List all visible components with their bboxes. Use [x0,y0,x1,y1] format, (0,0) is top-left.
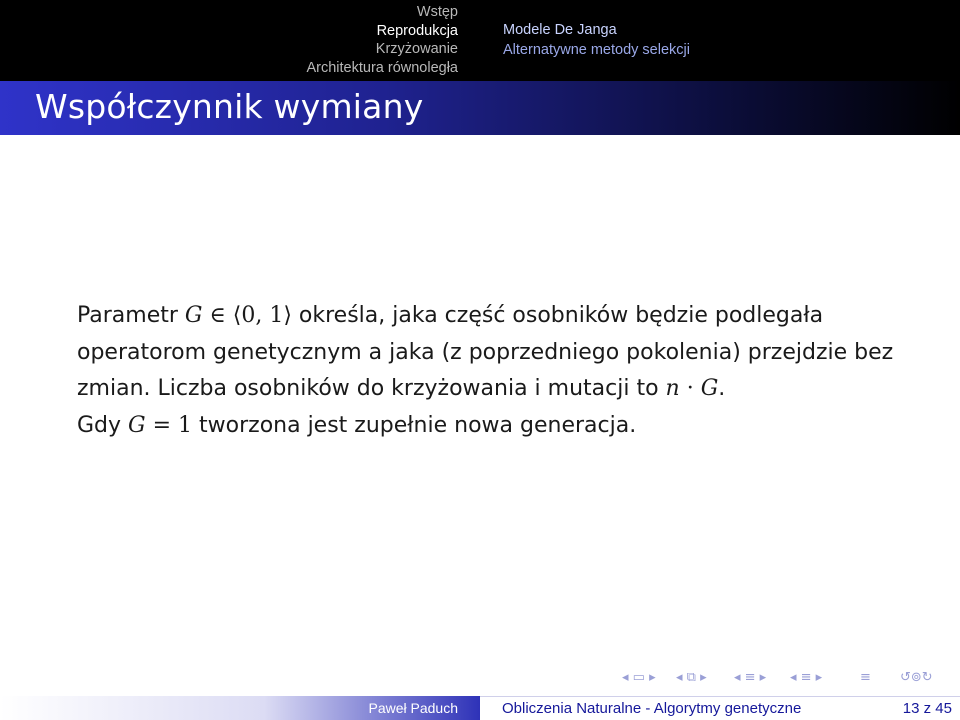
footline [0,696,960,720]
page-number: 13 z 45 [902,700,952,717]
navigation-bar [0,0,960,81]
math-expression: ∈ ⟨0, 1⟩ [202,303,292,328]
frame-icon[interactable]: ◂ ⧉ ▸ [676,670,707,685]
section-link-wstep[interactable]: Wstęp [416,4,458,20]
footer-title-panel [480,696,960,720]
subsection-link-selekcja[interactable]: Alternatywne metody selekcji [503,42,690,58]
text-segment: określa, jaka część osobników będzie podlegała operatorom genetycznym a jaka (z poprzedniego pokolenia) przejdzie bez zmian. Liczba osobników do krzyżowania i mutacji to [77,303,894,401]
text-segment: tworzona jest zupełnie nowa generacja. [192,412,637,438]
slide-body [77,298,907,444]
subsection-icon[interactable]: ◂ ≡ ▸ [734,670,767,685]
text-segment: . [718,376,726,401]
text-segment: Gdy [77,412,129,438]
navigation-symbols [622,668,952,690]
subsection-list [503,0,690,81]
nav-left-icon[interactable]: ◂ ▭ ▸ [622,670,656,685]
section-list [0,0,458,81]
section-icon[interactable]: ◂ ≡ ▸ [790,670,823,685]
search-icon[interactable]: ↺⊚↻ [900,670,933,685]
math-variable: G [184,303,203,328]
math-variable: n [665,376,680,401]
footer-title: Obliczenia Naturalne - Algorytmy genetyczne [502,700,802,717]
divider [479,0,483,81]
paragraph-definition [77,298,907,408]
section-link-architektura[interactable]: Architektura równoległa [306,59,458,76]
math-variable: G [128,412,146,438]
footer-author: Paweł Paduch [368,700,458,716]
frame-title-bar [0,81,960,135]
paragraph-generation [77,408,907,445]
math-expression: = 1 [145,412,193,438]
section-link-reprodukcja[interactable]: Reprodukcja [376,22,458,39]
math-operator: · [679,376,701,401]
frame-title: Współczynnik wymiany [35,87,424,126]
footer-author-panel [0,696,480,720]
align-icon[interactable]: ≡ [860,670,871,685]
subsection-link-modele[interactable]: Modele De Janga [503,22,617,38]
text-segment: Parametr [77,303,185,328]
section-link-krzyzowanie[interactable]: Krzyżowanie [375,41,458,57]
math-variable: G [700,376,719,401]
